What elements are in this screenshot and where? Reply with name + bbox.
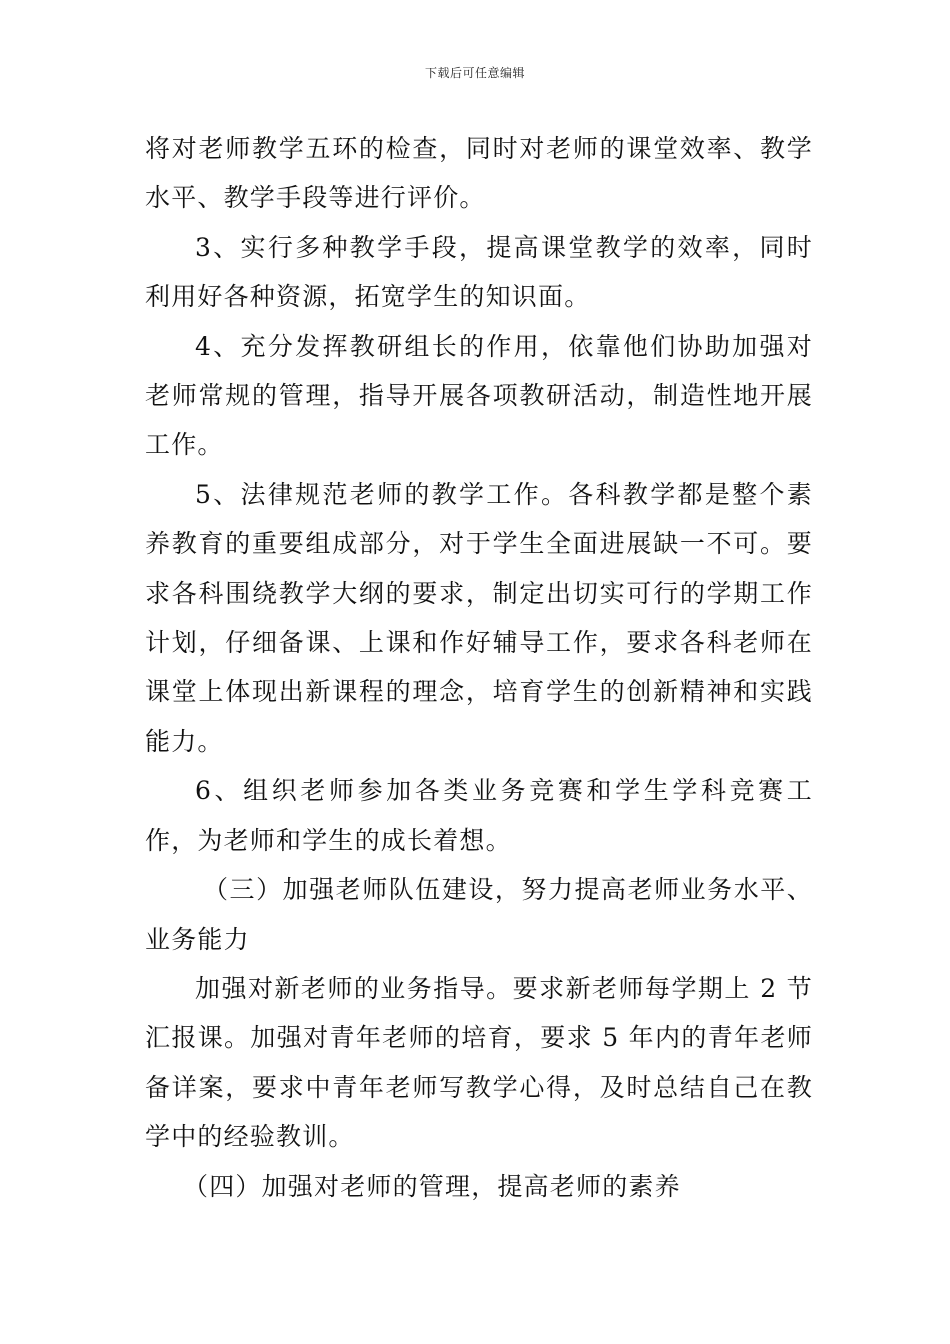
section-heading-3: （三）加强老师队伍建设，努力提高老师业务水平、业务能力	[145, 875, 813, 954]
paragraph-item-6: 6、组织老师参加各类业务竞赛和学生学科竞赛工作，为老师和学生的成长着想。	[145, 776, 813, 855]
paragraph-item-3: 3、实行多种教学手段，提高课堂教学的效率，同时利用好各种资源，拓宽学生的知识面。	[145, 232, 813, 312]
paragraph-continuation: 将对老师教学五环的检查，同时对老师的课堂效率、教学水平、教学手段等进行评价。	[145, 134, 813, 213]
page-header: 下载后可任意编辑	[424, 66, 525, 80]
paragraph-item-4: 4、充分发挥教研组长的作用，依靠他们协助加强对老师常规的管理，指导开展各项教研活动，制造性地开展工作。	[145, 331, 813, 460]
document-body	[145, 124, 813, 1211]
paragraph-item-5: 5、法律规范老师的教学工作。各科教学都是整个素养教育的重要组成部分，对于学生全面进展缺一不可。要求各科围绕教学大纲的要求，制定出切实可行的学期工作计划，仔细备课、上课和作好辅导工作，要求各科老师在课堂上体现出新课程的理念，培育学生的创新精神和实践能力。	[145, 479, 813, 756]
section-heading-4: （四）加强对老师的管理，提高老师的素养	[183, 1171, 681, 1201]
paragraph-section-3-body: 加强对新老师的业务指导。要求新老师每学期上 2 节汇报课。加强对青年老师的培育，要求 5 年内的青年老师备详案，要求中青年老师写教学心得，及时总结自己在教学中的经验教训。	[145, 973, 813, 1152]
